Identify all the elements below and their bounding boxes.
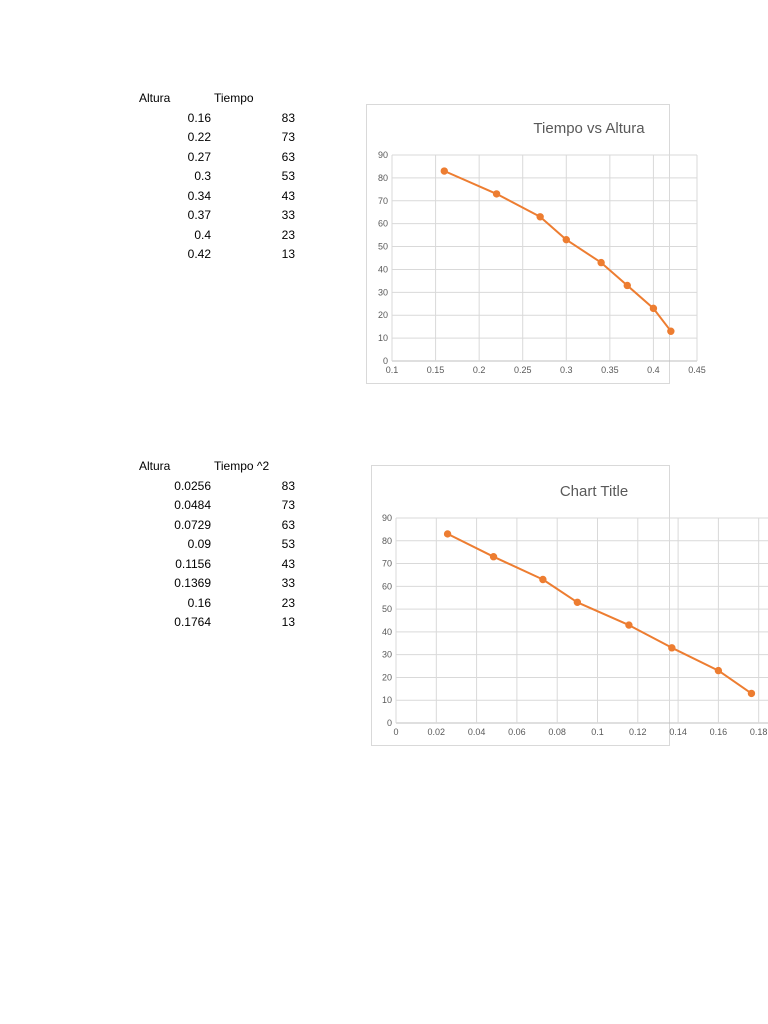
x-tick-label: 0.45: [688, 365, 706, 375]
y-tick-label: 0: [386, 718, 392, 728]
cell-tiempo: 23: [281, 227, 295, 242]
cell-altura: 0.16: [187, 110, 211, 125]
cell-altura: 0.16: [187, 595, 211, 610]
x-tick-label: 0.18: [749, 727, 768, 737]
cell-altura: 0.0729: [174, 517, 211, 532]
cell-altura: 0.4: [194, 227, 211, 242]
x-tick-label: 0.35: [601, 365, 619, 375]
x-tick-label: 0.1: [591, 727, 604, 737]
x-tick-label: 0.02: [427, 727, 446, 737]
cell-tiempo: 83: [281, 478, 295, 493]
cell-tiempo: 63: [281, 149, 295, 164]
table-row: [139, 613, 299, 633]
cell-tiempo: 73: [281, 498, 295, 512]
cell-tiempo: 63: [281, 517, 295, 532]
data-point: [493, 191, 499, 197]
cell-altura: 0.3: [194, 169, 211, 183]
table-row: [139, 148, 299, 168]
table-header: [139, 457, 299, 477]
chart-1-canvas: [367, 105, 706, 383]
cell-tiempo: 33: [281, 208, 295, 222]
cell-tiempo: 83: [281, 110, 295, 125]
y-tick-label: 10: [381, 695, 392, 706]
table-row: [139, 128, 299, 148]
y-tick-label: 70: [377, 195, 388, 206]
y-tick-label: 60: [377, 218, 388, 229]
y-tick-label: 10: [377, 333, 388, 344]
cell-altura: 0.09: [187, 537, 211, 551]
y-tick-label: 30: [381, 649, 392, 660]
cell-altura: 0.37: [187, 208, 211, 222]
table-row: [139, 516, 299, 536]
x-tick-label: 0.1: [385, 365, 399, 375]
table-row: [139, 206, 299, 226]
data-point: [490, 554, 496, 560]
cell-altura: 0.1764: [174, 615, 211, 629]
y-tick-label: 40: [377, 264, 388, 275]
x-tick-label: 0: [393, 727, 399, 737]
chart-title: Chart Title: [559, 483, 629, 500]
y-tick-label: 50: [377, 241, 388, 252]
data-point: [441, 168, 447, 174]
cell-tiempo: 13: [281, 615, 295, 629]
table-row: [139, 496, 299, 516]
header-tiempo: Tiempo: [214, 91, 254, 105]
cell-tiempo: 53: [281, 169, 295, 183]
cell-altura: 0.22: [187, 130, 211, 144]
x-tick-label: 0.08: [548, 727, 566, 737]
table-header: [139, 89, 299, 109]
y-tick-label: 20: [377, 310, 388, 321]
cell-tiempo: 43: [281, 556, 295, 571]
y-tick-label: 50: [381, 604, 392, 615]
series-line: [444, 171, 671, 331]
table-row: [139, 109, 299, 129]
chart-2-canvas: [372, 466, 768, 745]
x-tick-label: 0.06: [508, 727, 526, 737]
data-point: [540, 576, 546, 582]
cell-tiempo: 13: [281, 247, 295, 261]
x-tick-label: 0.15: [426, 365, 445, 375]
table-row: [139, 555, 299, 575]
chart-title-chart: [371, 465, 768, 746]
data-point: [748, 690, 754, 696]
table-row: [139, 574, 299, 594]
cell-altura: 0.0256: [174, 478, 211, 493]
y-tick-label: 80: [377, 172, 388, 183]
chart-tiempo-vs-altura: [366, 104, 706, 384]
y-tick-label: 30: [377, 287, 388, 298]
y-tick-label: 0: [382, 356, 388, 366]
table-row: [139, 245, 299, 265]
cell-altura: 0.42: [187, 247, 211, 261]
table-row: [139, 535, 299, 555]
table-row: [139, 187, 299, 207]
table-row: [139, 594, 299, 614]
header-tiempo-squared: Tiempo ^2: [214, 459, 270, 473]
y-tick-label: 70: [381, 558, 392, 569]
cell-altura: 0.1156: [175, 556, 211, 571]
y-tick-label: 80: [381, 535, 392, 546]
data-point: [624, 282, 630, 288]
x-tick-label: 0.14: [669, 727, 687, 737]
x-tick-label: 0.3: [560, 365, 573, 375]
data-table-altura-tiempo-squared: [139, 457, 299, 633]
y-tick-label: 40: [381, 626, 392, 637]
data-point: [444, 531, 450, 537]
x-tick-label: 0.25: [513, 365, 532, 375]
cell-tiempo: 53: [281, 537, 295, 551]
cell-altura: 0.34: [187, 188, 211, 203]
data-point: [669, 645, 675, 651]
x-tick-label: 0.04: [467, 727, 486, 737]
y-tick-label: 60: [381, 581, 392, 592]
cell-altura: 0.1369: [174, 576, 211, 590]
data-point: [598, 259, 604, 265]
cell-altura: 0.27: [187, 149, 211, 164]
x-tick-label: 0.2: [472, 365, 486, 375]
data-point: [626, 622, 632, 628]
data-point: [650, 305, 656, 311]
cell-tiempo: 23: [281, 595, 295, 610]
table-body: [139, 109, 299, 265]
header-altura: Altura: [139, 91, 171, 105]
table-row: [139, 167, 299, 187]
data-point: [668, 328, 674, 334]
y-tick-label: 90: [381, 513, 392, 523]
table-row: [139, 226, 299, 246]
y-tick-label: 20: [381, 672, 392, 683]
table-row: [139, 477, 299, 497]
y-tick-label: 90: [377, 150, 388, 160]
data-point: [574, 599, 580, 605]
table-body: [139, 477, 299, 633]
x-tick-label: 0.4: [647, 365, 660, 375]
cell-tiempo: 33: [281, 576, 295, 590]
header-altura: Altura: [139, 459, 171, 473]
data-table-altura-tiempo: [139, 89, 299, 265]
x-tick-label: 0.12: [629, 727, 647, 737]
cell-tiempo: 73: [281, 130, 295, 144]
x-tick-label: 0.16: [709, 727, 728, 737]
data-point: [537, 214, 543, 220]
cell-tiempo: 43: [281, 188, 295, 203]
data-point: [563, 236, 569, 242]
data-point: [715, 667, 721, 673]
chart-title: Tiempo vs Altura: [533, 120, 645, 137]
cell-altura: 0.0484: [174, 498, 211, 512]
